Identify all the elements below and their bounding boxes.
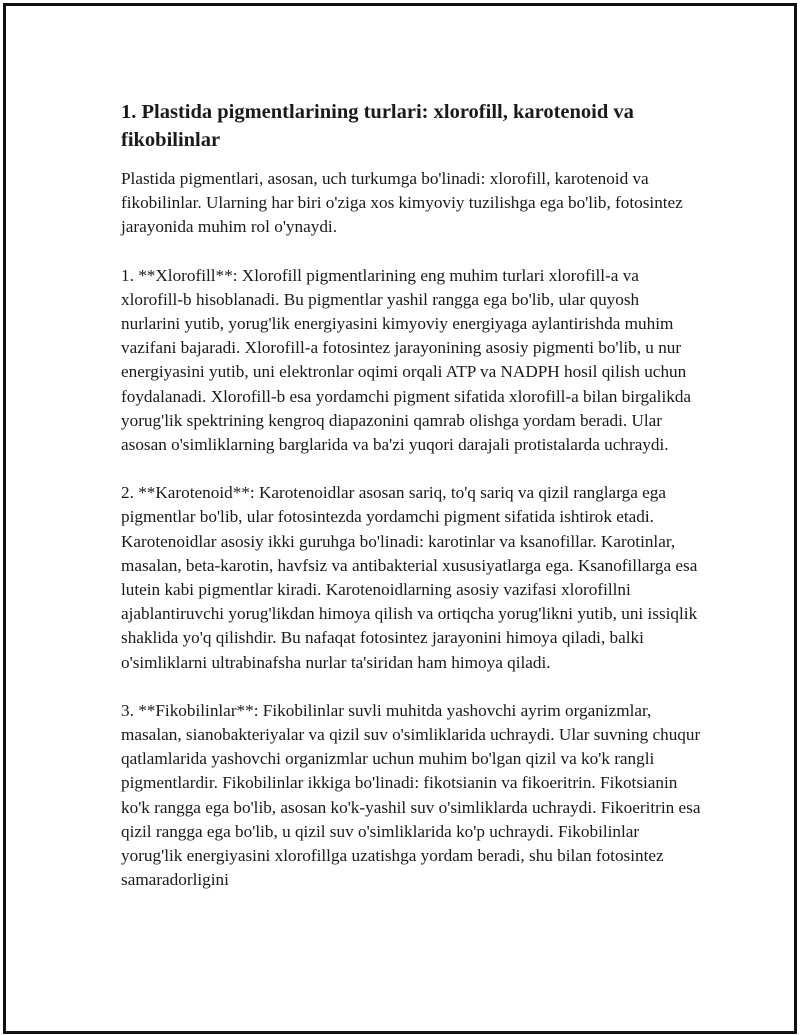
section-heading: 1. Plastida pigmentlarining turlari: xlorofill, karotenoid va fikobilinlar bbox=[121, 101, 634, 151]
document-body bbox=[121, 98, 701, 916]
chlorophyll-paragraph: 1. **Xlorofill**: Xlorofill pigmentlarining eng muhim turlari xlorofill-a va xlorofill-b hisoblanadi. Bu pigmentlar yashil rangga ega bo'lib, ular quyosh nurlarini yutib, yorug'lik energiyasini kimyoviy energiyaga aylantirishda muhim vazifani bajaradi. Xlorofill-a fotosintez jarayonining asosiy pigmenti bo'lib, u nur energiyasini yutib, uni elektronlar oqimi orqali ATP va NADPH hosil qilish uchun foydalanadi. Xlorofill-b esa yordamchi pigment sifatida xlorofill-a bilan birgalikda yorug'lik spektrining kengroq diapazonini qamrab olishga yordam beradi. Ular asosan o'simliklarning barglarida va ba'zi yuqori darajali protistalarda uchraydi. bbox=[121, 265, 692, 455]
intro-paragraph: Plastida pigmentlari, asosan, uch turkumga bo'linadi: xlorofill, karotenoid va fikobilinlar. Ularning har biri o'ziga xos kimyoviy tuzilishga ega bo'lib, fotosintez jarayonida muhim rol o'ynaydi. bbox=[121, 169, 683, 237]
phycobilin-paragraph: 3. **Fikobilinlar**: Fikobilinlar suvli muhitda yashovchi ayrim organizmlar, masalan, sianobakteriyalar va qizil suv o'simliklarida uchraydi. Ular suvning chuqur qatlamlarida yashovchi organizmlar uchun muhim bo'lgan qizil va ko'k rangli pigmentlardir. Fikobilinlar ikkiga bo'linadi: fikotsianin va fikoeritrin. Fikotsianin ko'k rangga ega bo'lib, asosan ko'k-yashil suv o'simliklarda uchraydi. Fikoeritrin esa qizil rangga ega bo'lib, u qizil suv o'simliklarida ko'p uchraydi. Fikobilinlar yorug'lik energiyasini xlorofillga uzatishga yordam beradi, shu bilan fotosintez samaradorligini bbox=[121, 700, 701, 890]
carotenoid-paragraph: 2. **Karotenoid**: Karotenoidlar asosan sariq, to'q sariq va qizil ranglarga ega pigmentlar bo'lib, ular fotosintezda yordamchi pigment sifatida ishtirok etadi. Karotenoidlar asosiy ikki guruhga bo'linadi: karotinlar va ksanofillar. Karotinlar, masalan, beta-karotin, havfsiz va antibakterial xususiyatlarga ega. Ksanofillarga esa lutein kabi pigmentlar kiradi. Karotenoidlarning asosiy vazifasi xlorofillni ajablantiruvchi yorug'likdan himoya qilish va ortiqcha yorug'likni yutib, uni issiqlik shaklida yo'q qilishdir. Bu nafaqat fotosintez jarayonini himoya qiladi, balki o'simliklarni ultrabinafsha nurlar ta'siridan ham himoya qiladi. bbox=[121, 483, 698, 672]
page-frame bbox=[3, 3, 797, 1034]
